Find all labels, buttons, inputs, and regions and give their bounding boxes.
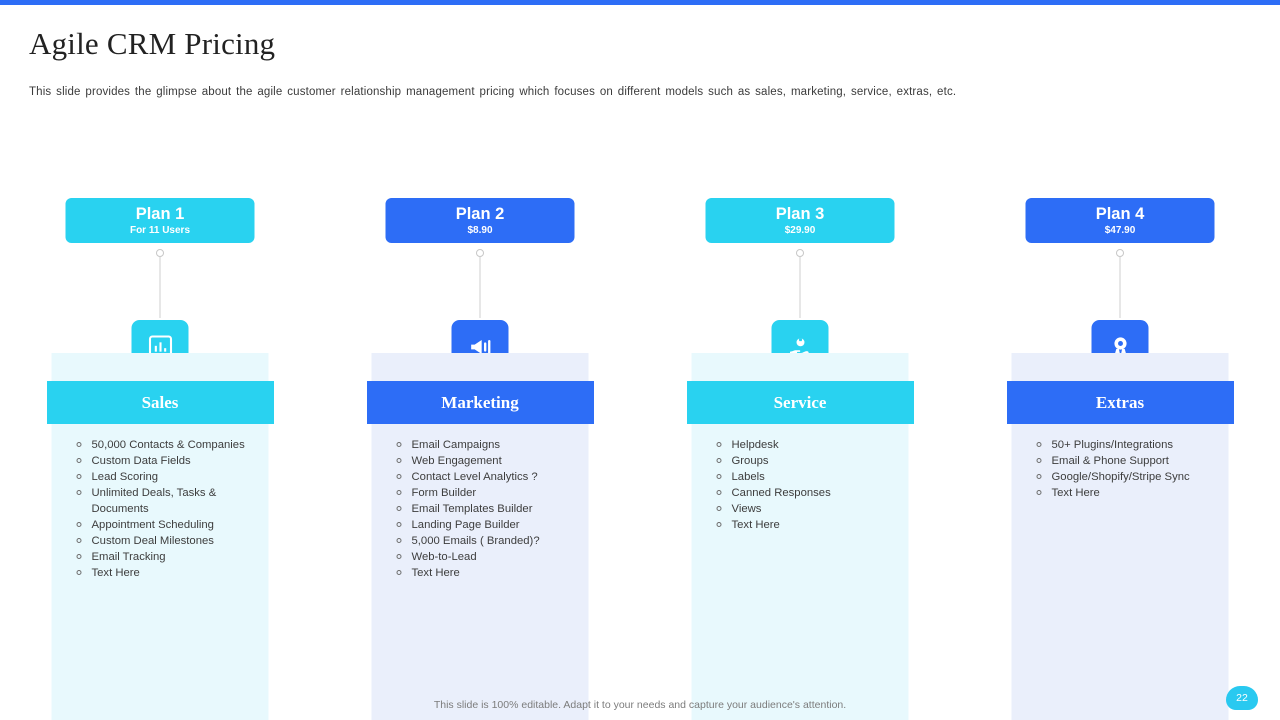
bullet-icon (397, 490, 402, 495)
list-item (1024, 453, 1229, 469)
plan-card-1 (52, 353, 269, 720)
list-item-label: Custom Data Fields (91, 455, 191, 467)
list-item (64, 549, 269, 565)
list-item (384, 533, 589, 549)
list-item-label: Canned Responses (731, 487, 831, 499)
list-item (64, 469, 269, 485)
list-item-label: Groups (731, 455, 769, 467)
bullet-icon (397, 458, 402, 463)
bullet-icon (77, 570, 82, 575)
list-item (704, 501, 909, 517)
plan-pill-3[interactable] (706, 198, 895, 243)
bullet-icon (77, 474, 82, 479)
list-item (704, 437, 909, 453)
bullet-icon (717, 442, 722, 447)
connector-line-1 (160, 257, 161, 318)
list-item-label: Web-to-Lead (411, 551, 477, 563)
plan-card-title-4: Extras (1007, 381, 1234, 424)
connector-line-2 (480, 257, 481, 318)
bullet-icon (397, 522, 402, 527)
bullet-icon (1037, 442, 1042, 447)
plan-feature-list-1 (64, 437, 269, 581)
plan-pill-1[interactable] (66, 198, 255, 243)
plan-pill-2[interactable] (386, 198, 575, 243)
plan-feature-list-2 (384, 437, 589, 581)
list-item-label: Unlimited Deals, Tasks & Documents (91, 487, 217, 515)
plan-pill-4[interactable] (1026, 198, 1215, 243)
list-item-label: Form Builder (411, 487, 477, 499)
plan-column-1 (0, 198, 320, 628)
bullet-icon (77, 554, 82, 559)
list-item (384, 485, 589, 501)
list-item-label: Landing Page Builder (411, 519, 520, 531)
list-item (704, 517, 909, 533)
plan-card-title-3: Service (687, 381, 914, 424)
bullet-icon (717, 522, 722, 527)
list-item-label: Appointment Scheduling (91, 519, 214, 531)
list-item-label: Email Templates Builder (411, 503, 533, 515)
bullet-icon (77, 490, 82, 495)
list-item-label: Views (731, 503, 762, 515)
list-item-label: Contact Level Analytics ? (411, 471, 538, 483)
list-item-label: Text Here (91, 567, 140, 579)
plan-card-title-2: Marketing (367, 381, 594, 424)
list-item-label: Web Engagement (411, 455, 502, 467)
list-item (64, 453, 269, 469)
list-item-label: Email Tracking (91, 551, 166, 563)
bullet-icon (77, 442, 82, 447)
connector-line-3 (800, 257, 801, 318)
list-item (64, 565, 269, 581)
bullet-icon (397, 474, 402, 479)
plan-name-1: Plan 1 (135, 204, 185, 223)
page-title: Agile CRM Pricing (29, 26, 276, 61)
bullet-icon (1037, 490, 1042, 495)
bullet-icon (397, 506, 402, 511)
list-item (384, 437, 589, 453)
list-item (704, 469, 909, 485)
plan-price-2: $8.90 (467, 225, 493, 237)
list-item-label: Google/Shopify/Stripe Sync (1051, 471, 1190, 483)
list-item (64, 485, 269, 517)
list-item (704, 453, 909, 469)
plan-name-2: Plan 2 (455, 204, 505, 223)
page-number-badge: 22 (1226, 686, 1258, 710)
plan-feature-list-3 (704, 437, 909, 533)
plan-card-4 (1012, 353, 1229, 720)
bullet-icon (717, 458, 722, 463)
list-item-label: 50+ Plugins/Integrations (1051, 439, 1174, 451)
list-item (64, 517, 269, 533)
plan-price-1: For 11 Users (129, 225, 191, 237)
list-item-label: 5,000 Emails ( Branded)? (411, 535, 540, 547)
bullet-icon (717, 506, 722, 511)
page-subtitle: This slide provides the glimpse about the agile customer relationship management pricing which focuses on different models such as sales, marketing, service, extras, etc. (29, 86, 957, 98)
list-item-label: Email & Phone Support (1051, 455, 1169, 467)
plan-price-3: $29.90 (784, 225, 816, 237)
connector-dot-2 (476, 249, 484, 257)
plan-column-3 (640, 198, 960, 628)
connector-dot-3 (796, 249, 804, 257)
plan-feature-list-4 (1024, 437, 1229, 501)
plan-card-3 (692, 353, 909, 720)
bullet-icon (717, 474, 722, 479)
top-accent-bar (0, 0, 1280, 5)
bullet-icon (1037, 474, 1042, 479)
list-item (1024, 469, 1229, 485)
footer-note: This slide is 100% editable. Adapt it to your needs and capture your audience's attention. (433, 699, 847, 711)
connector-dot-4 (1116, 249, 1124, 257)
connector-line-4 (1120, 257, 1121, 318)
plan-name-3: Plan 3 (775, 204, 825, 223)
bullet-icon (77, 522, 82, 527)
list-item (704, 485, 909, 501)
plan-name-4: Plan 4 (1095, 204, 1145, 223)
bullet-icon (77, 458, 82, 463)
plan-column-2 (320, 198, 640, 628)
list-item (384, 469, 589, 485)
list-item (1024, 437, 1229, 453)
list-item (384, 453, 589, 469)
list-item-label: Helpdesk (731, 439, 779, 451)
bullet-icon (717, 490, 722, 495)
list-item (384, 549, 589, 565)
plan-price-4: $47.90 (1104, 225, 1136, 237)
list-item (384, 565, 589, 581)
list-item-label: Text Here (731, 519, 780, 531)
connector-dot-1 (156, 249, 164, 257)
bullet-icon (1037, 458, 1042, 463)
bullet-icon (397, 442, 402, 447)
bullet-icon (397, 554, 402, 559)
list-item (1024, 485, 1229, 501)
list-item-label: Labels (731, 471, 765, 483)
plan-column-4 (960, 198, 1280, 628)
list-item-label: Text Here (1051, 487, 1100, 499)
plan-card-2 (372, 353, 589, 720)
plan-columns (0, 198, 1280, 628)
list-item (384, 517, 589, 533)
list-item-label: 50,000 Contacts & Companies (91, 439, 245, 451)
list-item (64, 533, 269, 549)
plan-card-title-1: Sales (47, 381, 274, 424)
list-item-label: Lead Scoring (91, 471, 159, 483)
bullet-icon (397, 538, 402, 543)
bullet-icon (77, 538, 82, 543)
list-item (384, 501, 589, 517)
list-item-label: Email Campaigns (411, 439, 501, 451)
bullet-icon (397, 570, 402, 575)
list-item-label: Text Here (411, 567, 460, 579)
list-item-label: Custom Deal Milestones (91, 535, 214, 547)
list-item (64, 437, 269, 453)
